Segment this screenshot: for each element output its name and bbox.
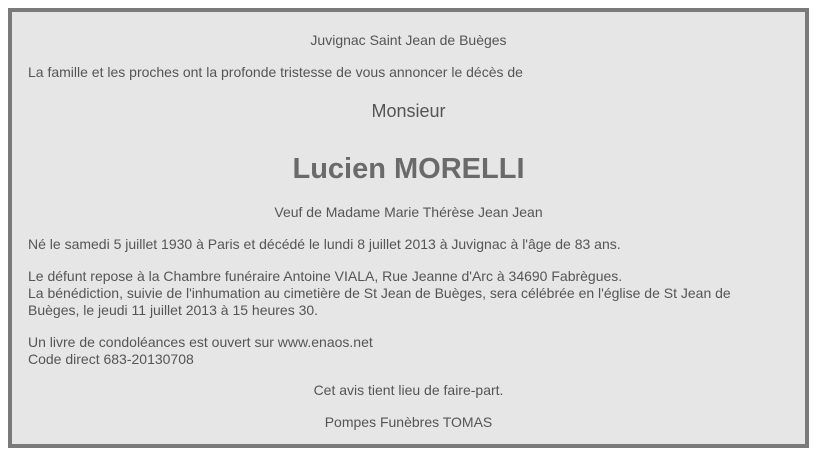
funeral-home-text: Pompes Funèbres TOMAS [324,414,493,430]
spouse-text: Veuf de Madame Marie Thérèse Jean Jean [274,204,543,220]
faire-part-text: Cet avis tient lieu de faire-part. [313,382,504,398]
ceremony-line: La bénédiction, suivie de l'inhumation au cimetière de St Jean de Buèges, sera célébrée en l'église de St Jean de [28,285,731,301]
intro-text: La famille et les proches ont la profonde tristesse de vous annoncer le décès de [28,64,523,80]
rest-location-line: Le défunt repose à la Chambre funéraire Antoine VIALA, Rue Jeanne d'Arc à 34690 Fabrègues. [28,268,623,284]
deceased-name: Lucien MORELLI [292,153,525,185]
condolence-book-line: Un livre de condoléances est ouvert sur www.enaos.net [28,334,373,350]
death-notice [8,8,809,448]
ceremony-date-line: Buèges, le jeudi 11 juillet 2013 à 15 heures 30. [28,302,319,318]
honorific-title: Monsieur [371,101,446,121]
direct-code-line: Code direct 683-20130708 [28,351,194,367]
birth-death-text: Né le samedi 5 juillet 1930 à Paris et décédé le lundi 8 juillet 2013 à Juvignac à l'âge de 83 ans. [28,236,621,252]
location-text: Juvignac Saint Jean de Buèges [310,32,507,48]
